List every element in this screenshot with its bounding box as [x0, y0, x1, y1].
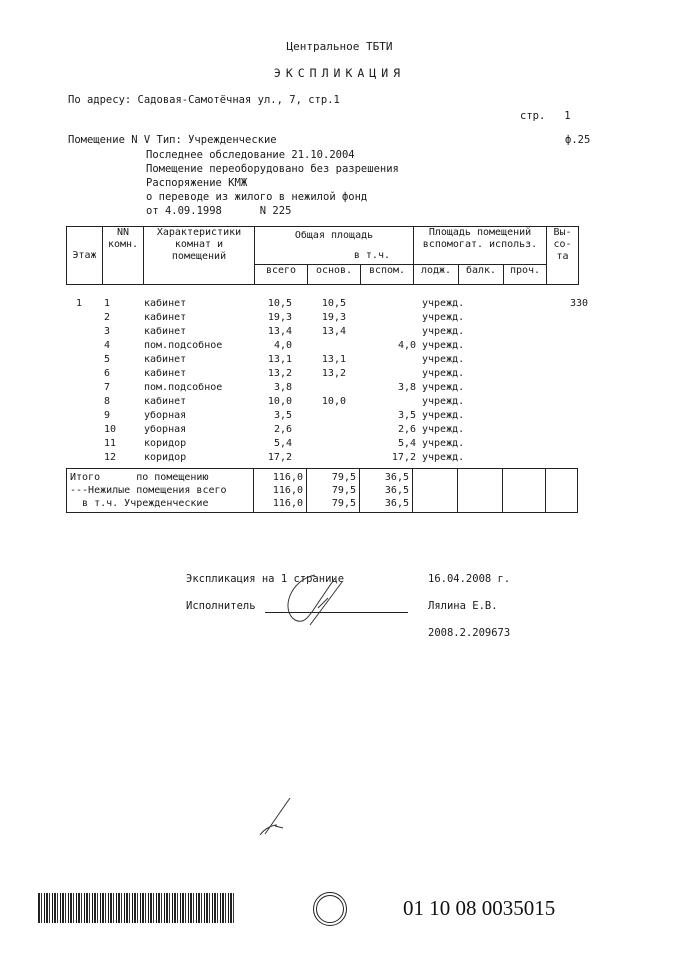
totals-total	[254, 469, 307, 513]
order-title: Распоряжение КМЖ	[146, 177, 248, 189]
col-height: Вы- со- та	[547, 227, 579, 285]
aux-area-cell: 5,4	[397, 438, 416, 449]
col-total: всего	[255, 265, 308, 285]
total-value: 116,0	[272, 498, 303, 509]
col-room-no: NN комн.	[103, 227, 144, 285]
total-area-cell: 10,0	[267, 396, 292, 407]
room-no-cell: 9	[104, 410, 111, 421]
room-name-cell: кабинет	[144, 326, 187, 337]
total-value: 116,0	[272, 485, 303, 496]
col-main: основ.	[308, 265, 361, 285]
room-no-cell: 11	[104, 438, 117, 449]
total-area-cell: 13,2	[267, 368, 292, 379]
premises-line: Помещение N V Тип: Учрежденческие	[68, 134, 277, 146]
aux-area-cell: 2,6	[397, 424, 416, 435]
total-area-cell: 13,1	[267, 354, 292, 365]
aux-value: 36,5	[384, 498, 409, 509]
total-area-cell: 17,2	[267, 452, 292, 463]
room-name-cell: коридор	[144, 452, 187, 463]
col-floor: Этаж	[67, 227, 103, 285]
total-area-label: Общая площадь	[294, 230, 374, 241]
address-line: По адресу: Садовая-Самотёчная ул., 7, стр.1	[68, 94, 340, 106]
seal-icon	[313, 892, 347, 926]
document-title: ЭКСПЛИКАЦИЯ	[273, 66, 406, 80]
organization-name: Центральное ТБТИ	[286, 40, 393, 53]
main-area-cell: 13,2	[321, 368, 346, 379]
main-area-cell: 13,4	[321, 326, 346, 337]
room-name-cell: кабинет	[144, 368, 187, 379]
room-no-cell: 3	[104, 326, 111, 337]
room-name-cell: пом.подсобное	[144, 340, 223, 351]
totals-label: ---Нежилые помещения всего	[70, 485, 227, 496]
signature-icon	[280, 570, 360, 630]
usage-cell: учрежд.	[422, 396, 465, 407]
col-total-area	[255, 227, 414, 265]
main-area-cell: 13,1	[321, 354, 346, 365]
col-characteristics: Характеристики комнат и помещений	[144, 227, 255, 285]
aux-area-cell: 4,0	[397, 340, 416, 351]
room-no-cell: 1	[104, 298, 111, 309]
total-area-cell: 4,0	[273, 340, 292, 351]
room-no-cell: 12	[104, 452, 117, 463]
total-area-cell: 3,8	[273, 382, 292, 393]
room-name-cell: кабинет	[144, 396, 187, 407]
room-name-cell: коридор	[144, 438, 187, 449]
usage-cell: учрежд.	[422, 438, 465, 449]
explication-table-header	[66, 226, 579, 285]
room-no-cell: 10	[104, 424, 117, 435]
height-cell: 330	[570, 298, 589, 309]
usage-cell: учрежд.	[422, 424, 465, 435]
usage-cell: учрежд.	[422, 382, 465, 393]
totals-label: в т.ч. Учрежденческие	[70, 498, 209, 509]
order-subject: о переводе из жилого в нежилой фонд	[146, 191, 368, 203]
totals-table	[66, 468, 578, 513]
usage-cell: учрежд.	[422, 452, 465, 463]
pages-note: Экспликация на 1 странице	[186, 573, 345, 585]
room-no-cell: 5	[104, 354, 111, 365]
usage-cell: учрежд.	[422, 340, 465, 351]
total-area-cell: 13,4	[267, 326, 292, 337]
total-value: 116,0	[272, 472, 303, 483]
col-other: проч.	[504, 265, 547, 285]
total-area-cell: 19,3	[267, 312, 292, 323]
main-value: 79,5	[331, 472, 356, 483]
totals-loggia	[413, 469, 458, 513]
totals-labels	[67, 469, 254, 513]
col-aux: вспом.	[361, 265, 414, 285]
aux-area-cell: 17,2	[391, 452, 416, 463]
total-area-cell: 10,5	[267, 298, 292, 309]
room-no-cell: 8	[104, 396, 111, 407]
page-number: стр. 1	[520, 110, 571, 122]
aux-area-cell: 3,5	[397, 410, 416, 421]
executor-name: Лялина Е.В.	[428, 600, 498, 612]
usage-cell: учрежд.	[422, 354, 465, 365]
total-area-cell: 3,5	[273, 410, 292, 421]
floor-cell: 1	[76, 298, 83, 309]
totals-aux	[360, 469, 413, 513]
room-no-cell: 2	[104, 312, 111, 323]
incl-label: в т.ч.	[353, 250, 390, 261]
order-date: от 4.09.1998 N 225	[146, 205, 292, 217]
main-value: 79,5	[331, 498, 356, 509]
total-area-cell: 2,6	[273, 424, 292, 435]
totals-height	[546, 469, 578, 513]
reconstruction-note: Помещение переоборудовано без разрешения	[146, 163, 399, 175]
room-no-cell: 6	[104, 368, 111, 379]
main-area-cell: 10,0	[321, 396, 346, 407]
main-area-cell: 19,3	[321, 312, 346, 323]
barcode-icon	[38, 893, 235, 923]
room-name-cell: кабинет	[144, 312, 187, 323]
aux-value: 36,5	[384, 485, 409, 496]
executor-label: Исполнитель	[186, 600, 256, 612]
totals-balcony	[458, 469, 503, 513]
col-balcony: балк.	[459, 265, 504, 285]
main-area-cell: 10,5	[321, 298, 346, 309]
room-name-cell: кабинет	[144, 298, 187, 309]
total-area-cell: 5,4	[273, 438, 292, 449]
room-name-cell: кабинет	[144, 354, 187, 365]
usage-cell: учрежд.	[422, 312, 465, 323]
usage-cell: учрежд.	[422, 326, 465, 337]
document-date: 16.04.2008 г.	[428, 573, 511, 585]
aux-area-cell: 3,8	[397, 382, 416, 393]
survey-date: Последнее обследование 21.10.2004	[146, 149, 355, 161]
col-aux-area	[414, 227, 547, 265]
serial-number: 01 10 08 0035015	[403, 896, 556, 920]
totals-other	[503, 469, 546, 513]
main-value: 79,5	[331, 485, 356, 496]
col-loggia: лодж.	[414, 265, 459, 285]
usage-cell: учрежд.	[422, 410, 465, 421]
aux-value: 36,5	[384, 472, 409, 483]
form-number: ф.25	[565, 134, 591, 146]
initials-signature-icon	[255, 790, 305, 840]
usage-cell: учрежд.	[422, 298, 465, 309]
room-no-cell: 4	[104, 340, 111, 351]
room-no-cell: 7	[104, 382, 111, 393]
registration-number: 2008.2.209673	[428, 627, 511, 639]
room-name-cell: уборная	[144, 424, 187, 435]
aux-area-label: Площадь помещений вспомогат. использ.	[422, 227, 538, 250]
totals-label: Итого по помещению	[70, 472, 209, 483]
usage-cell: учрежд.	[422, 368, 465, 379]
totals-main	[307, 469, 360, 513]
room-name-cell: уборная	[144, 410, 187, 421]
room-name-cell: пом.подсобное	[144, 382, 223, 393]
